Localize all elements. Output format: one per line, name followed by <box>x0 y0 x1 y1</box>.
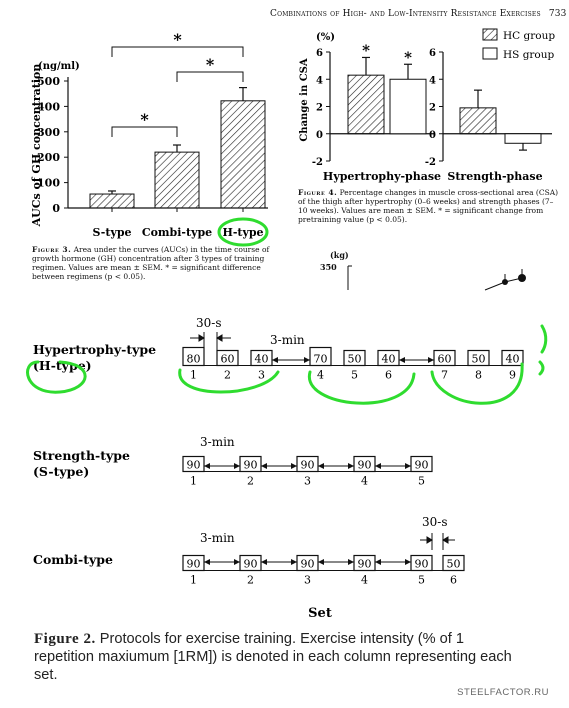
y-tick-label: 4 <box>429 75 436 87</box>
y-tick-label: 400 <box>37 100 60 114</box>
set-number: 1 <box>190 368 197 382</box>
figure5-fragment-plot <box>340 262 540 292</box>
y-tick-label: 0 <box>429 129 436 141</box>
set-number: 2 <box>224 368 231 382</box>
figure3-caption-text: Area under the curves (AUCs) in the time course of growth hormone (GH) concentration after 3 types of training regimen. Values are mean ± SEM. * = significant difference between regimens (p < 0.05). <box>32 245 270 281</box>
group-bracket-2 <box>309 372 414 403</box>
figure3-chart <box>0 0 290 250</box>
bar <box>390 79 426 134</box>
arrow-head <box>234 559 240 565</box>
rest-label-30s: 30-s <box>196 316 222 330</box>
arrow-in <box>190 335 204 341</box>
set-number: 6 <box>385 368 392 382</box>
rest-label-3min: 3-min <box>200 531 235 545</box>
protocol-s-type <box>33 448 432 488</box>
significance-star: * <box>404 48 412 67</box>
set-intensity: 80 <box>186 352 201 366</box>
y-tick-label: 0 <box>52 202 60 215</box>
arrow-head <box>261 463 267 469</box>
y-tick-label: 100 <box>37 176 60 190</box>
set-intensity: 90 <box>186 458 201 472</box>
set-number: 3 <box>304 573 311 587</box>
bar <box>221 101 265 208</box>
set-intensity: 40 <box>254 352 269 366</box>
protocol-name: Strength-type <box>33 448 130 463</box>
x-tick-label: S-type <box>92 226 132 239</box>
arrow-in <box>217 335 231 341</box>
bar <box>505 134 541 144</box>
set-intensity: 60 <box>437 352 452 366</box>
set-intensity: 90 <box>414 458 429 472</box>
arrow-head <box>261 559 267 565</box>
protocol-short-name: (H-type) <box>33 358 92 373</box>
arrow-head <box>405 463 411 469</box>
rest-label-30s: 30-s <box>422 515 448 529</box>
set-number: 2 <box>247 573 254 587</box>
y-unit-label: (ng/ml) <box>38 61 80 72</box>
set-intensity: 40 <box>505 352 520 366</box>
set-intensity: 60 <box>220 352 235 366</box>
bar <box>348 75 384 134</box>
set-number: 8 <box>475 368 482 382</box>
protocol-combi-type <box>33 552 464 587</box>
protocol-name: Hypertrophy-type <box>33 342 157 357</box>
y-tick-label: 300 <box>37 125 60 139</box>
legend-swatch <box>483 29 497 40</box>
set-intensity: 90 <box>357 557 372 571</box>
arrow-head <box>318 463 324 469</box>
set-intensity: 90 <box>243 557 258 571</box>
running-title: Combinations of High- and Low-Intensity Resistance Exercises <box>270 9 541 19</box>
y-unit-label: (%) <box>316 32 335 43</box>
figure4-chart <box>290 0 569 195</box>
arrow-head <box>375 463 381 469</box>
figure2-caption-label: Figure 2. <box>34 631 96 647</box>
set-number: 5 <box>418 474 425 488</box>
bar <box>460 108 496 134</box>
figure4-caption <box>298 188 560 224</box>
set-number: 4 <box>317 368 324 382</box>
figure2-caption <box>34 630 524 684</box>
set-number: 1 <box>190 573 197 587</box>
set-number: 9 <box>509 368 516 382</box>
set-number: 5 <box>351 368 358 382</box>
x-category-label: Hypertrophy-phase <box>322 170 442 183</box>
arrow-head <box>234 463 240 469</box>
x-axis-label: Set <box>308 606 332 620</box>
set-number: 3 <box>304 474 311 488</box>
x-tick-label: Combi-type <box>141 226 213 239</box>
arrow-head <box>304 357 310 363</box>
set-number: 7 <box>441 368 448 382</box>
set-intensity: 90 <box>186 557 201 571</box>
bar <box>90 194 134 208</box>
arrow-head <box>428 357 434 363</box>
significance-star: * <box>173 30 182 49</box>
legend-label: HS group <box>503 49 555 61</box>
bar <box>155 152 199 208</box>
arrow-head <box>318 559 324 565</box>
set-number: 4 <box>361 573 368 587</box>
protocol-short-name: (S-type) <box>33 464 90 479</box>
set-intensity: 90 <box>300 557 315 571</box>
set-intensity: 90 <box>300 458 315 472</box>
y-axis-title: AUCs of GH concentration <box>30 63 43 227</box>
arrow-head <box>348 559 354 565</box>
rest-label-3min: 3-min <box>270 333 305 347</box>
significance-star: * <box>140 110 149 129</box>
y-tick-label: -2 <box>311 157 323 168</box>
figure2-diagram <box>0 300 569 620</box>
y-tick-label: 0 <box>316 129 323 141</box>
y-axis-title: Change in CSA <box>299 58 310 142</box>
set-intensity: 90 <box>243 458 258 472</box>
figure5-unit: (kg) <box>330 250 349 260</box>
arrow-head <box>405 559 411 565</box>
arrow-head <box>291 559 297 565</box>
y-tick-label: 6 <box>429 48 436 59</box>
set-number: 3 <box>258 368 265 382</box>
set-intensity: 50 <box>347 352 362 366</box>
figure5-tick: 350 <box>320 262 337 272</box>
y-tick-label: 500 <box>37 75 60 88</box>
legend-swatch <box>483 48 497 59</box>
legend-label: HC group <box>503 30 556 42</box>
arrow-head <box>348 463 354 469</box>
figure2-caption-text: Protocols for exercise training. Exercise intensity (% of 1 repetition maxiumum [1RM]) is denoted in each column representing each set. <box>34 631 512 683</box>
watermark: STEELFACTOR.RU <box>457 687 549 698</box>
significance-star: * <box>205 55 215 74</box>
protocol-name: Combi-type <box>33 552 113 567</box>
arrow-head <box>204 463 210 469</box>
x-tick-label: H-type <box>222 226 264 239</box>
arrow-in <box>420 537 432 543</box>
figure3-caption <box>32 245 287 281</box>
x-category-label: Strength-phase <box>447 170 543 183</box>
figure4-caption-label: Figure 4. <box>298 188 338 197</box>
set-number: 6 <box>450 573 457 587</box>
figure3-caption-label: Figure 3. <box>32 245 72 254</box>
set-number: 4 <box>361 474 368 488</box>
arrow-head <box>204 559 210 565</box>
arrow-head <box>272 357 278 363</box>
rest-label-3min: 3-min <box>200 435 235 449</box>
set-intensity: 90 <box>357 458 372 472</box>
set-number: 2 <box>247 474 254 488</box>
arrow-head <box>399 357 405 363</box>
y-tick-label: -2 <box>424 157 436 168</box>
y-tick-label: 200 <box>37 151 60 165</box>
figure4-caption-text: Percentage changes in muscle cross-sectional area (CSA) of the thigh after hypertrophy (0–6 weeks) and strength phases (7–10 weeks). Values are mean ± SEM. * = significant change from pretraining value (p < 0.05). <box>298 188 559 224</box>
arrow-head <box>375 559 381 565</box>
page-number: 733 <box>548 9 567 19</box>
y-tick-label: 2 <box>316 102 323 114</box>
set-number: 1 <box>190 474 197 488</box>
set-number: 5 <box>418 573 425 587</box>
set-intensity: 50 <box>446 557 461 571</box>
y-tick-label: 4 <box>316 75 323 87</box>
significance-star: * <box>362 41 370 60</box>
y-tick-label: 2 <box>429 102 436 114</box>
set-intensity: 70 <box>313 352 328 366</box>
edge-mark <box>540 326 546 374</box>
arrow-in <box>443 537 455 543</box>
set-intensity: 90 <box>414 557 429 571</box>
set-intensity: 50 <box>471 352 486 366</box>
set-intensity: 40 <box>381 352 396 366</box>
y-tick-label: 6 <box>316 48 323 59</box>
arrow-head <box>291 463 297 469</box>
